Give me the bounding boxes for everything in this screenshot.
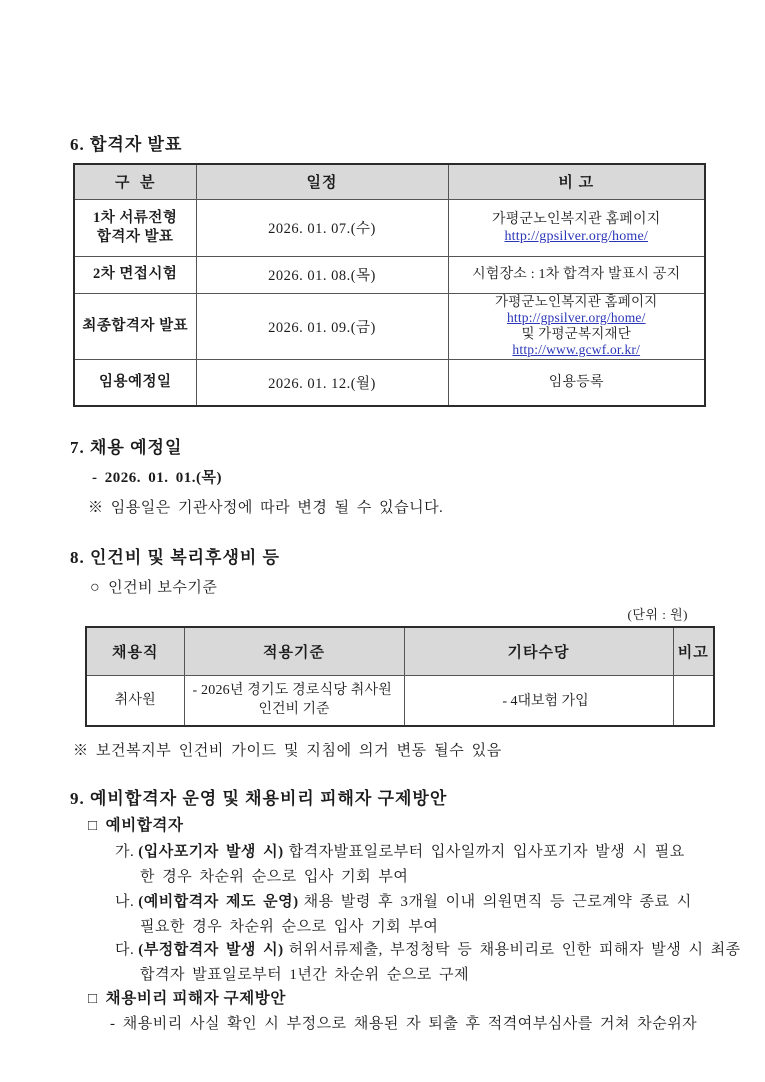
square-bullet-icon: □ (88, 991, 98, 1007)
list-item-na-line2: 필요한 경우 차순위 순으로 입사 기회 부여 (140, 919, 439, 935)
header-remark: 비 고 (448, 164, 705, 199)
gpsilver-link[interactable]: http://gpsilver.org/home/ (504, 228, 649, 244)
row1-category: 1차 서류전형 합격자 발표 (74, 199, 196, 256)
table-row (74, 359, 705, 406)
announcement-table (73, 163, 706, 407)
list-item-na: 나. (예비합격자 제도 운영) 채용 발령 후 3개월 이내 의원면직 등 근로계약 종료 시 (115, 894, 692, 910)
row1-remark: 가평군노인복지관 홈페이지 http://gpsilver.org/home/ (448, 199, 705, 256)
pay-standard-label: 인건비 보수기준 (108, 580, 218, 596)
unit-label: (단위 : 원) (627, 607, 688, 622)
reserve-candidate-subtitle: □ 예비합격자 (88, 817, 184, 834)
section7-heading: 7. 채용 예정일 (70, 438, 183, 457)
pay-standard-bullet (90, 576, 217, 597)
pay-basis: - 2026년 경기도 경로식당 취사원 인건비 기준 (184, 675, 404, 726)
header-allowance: 기타수당 (404, 627, 673, 675)
section8-note: ※ 보건복지부 인건비 가이드 및 지침에 의거 변동 될수 있음 (73, 743, 502, 759)
hire-date: - 2026. 01. 01.(목) (92, 470, 222, 486)
pay-header-row (86, 627, 714, 675)
row3-category: 최종합격자 발표 (74, 293, 196, 359)
section7-note: ※ 임용일은 기관사정에 따라 변경 될 수 있습니다. (88, 500, 444, 516)
header-job: 채용직 (86, 627, 184, 675)
list-item-da: 다. (부정합격자 발생 시) 허위서류제출, 부정청탁 등 채용비리로 인한 피해자 발생 시 최종 (115, 942, 741, 958)
header-pay-remark: 비고 (673, 627, 714, 675)
row4-category: 임용예정일 (74, 359, 196, 406)
section9-heading: 9. 예비합격자 운영 및 채용비리 피해자 구제방안 (70, 789, 448, 808)
row1-date: 2026. 01. 07.(수) (196, 199, 448, 256)
pay-table (85, 626, 715, 727)
square-bullet-icon: □ (88, 818, 98, 834)
section6-heading: 6. 합격자 발표 (70, 135, 183, 154)
list-item-ga-line2: 한 경우 차순위 순으로 입사 기회 부여 (140, 869, 409, 885)
row3-date: 2026. 01. 09.(금) (196, 293, 448, 359)
list-item-da-line2: 합격자 발표일로부터 1년간 차순위 순으로 구제 (140, 967, 470, 983)
table-row (74, 293, 705, 359)
row4-remark: 임용등록 (448, 359, 705, 406)
pay-job: 취사원 (86, 675, 184, 726)
remedy-subtitle: □ 채용비리 피해자 구제방안 (88, 990, 286, 1007)
row4-date: 2026. 01. 12.(월) (196, 359, 448, 406)
announcement-header-row (74, 164, 705, 199)
row2-category: 2차 면접시험 (74, 256, 196, 293)
pay-allowance: - 4대보험 가입 (404, 675, 673, 726)
row3-remark: 가평군노인복지관 홈페이지 http://gpsilver.org/home/ 및 가평군복지재단 http://www.gcwf.or.kr/ (448, 293, 705, 359)
row2-remark: 시험장소 : 1차 합격자 발표시 공지 (448, 256, 705, 293)
gpsilver-link[interactable]: http://gpsilver.org/home/ (506, 310, 646, 325)
header-category: 구 분 (74, 164, 196, 199)
circle-bullet-icon: ○ (90, 579, 101, 596)
table-row (74, 199, 705, 256)
list-item-ga: 가. (입사포기자 발생 시) 합격자발표일로부터 입사일까지 입사포기자 발생 시 필요 (115, 844, 685, 860)
table-row (74, 256, 705, 293)
table-row (86, 675, 714, 726)
header-basis: 적용기준 (184, 627, 404, 675)
gcwf-link[interactable]: http://www.gcwf.or.kr/ (512, 342, 641, 357)
header-schedule: 일정 (196, 164, 448, 199)
section8-heading: 8. 인건비 및 복리후생비 등 (70, 548, 280, 567)
remedy-text: - 채용비리 사실 확인 시 부정으로 채용된 자 퇴출 후 적격여부심사를 거쳐 차순위자 (110, 1016, 698, 1032)
pay-remark (673, 675, 714, 726)
row2-date: 2026. 01. 08.(목) (196, 256, 448, 293)
